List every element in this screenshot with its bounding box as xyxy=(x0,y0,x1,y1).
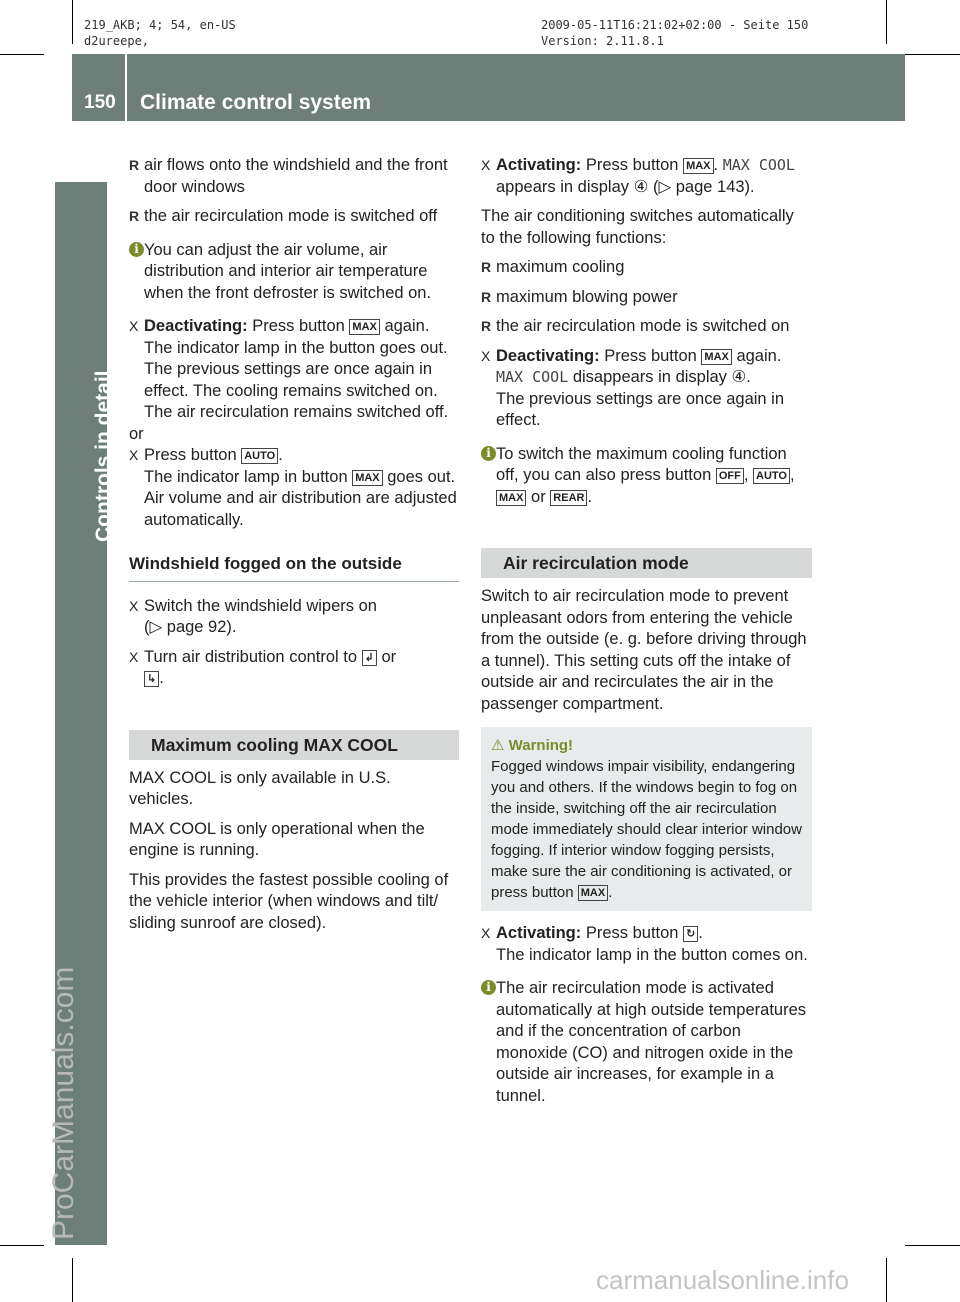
paragraph: MAX COOL is only available in U.S. vehicles. xyxy=(129,768,391,808)
instruction-step xyxy=(481,155,812,198)
list-item xyxy=(129,155,459,198)
step-arrow-icon: X xyxy=(129,597,139,614)
paragraph: This provides the fastest possible cooling of the vehicle interior (when windows and tilt/ sliding sunroof are closed). xyxy=(129,870,449,932)
info-note xyxy=(481,444,812,509)
meta-top-left-2: d2ureepe, xyxy=(84,34,150,48)
section-heading: Air recirculation mode xyxy=(481,548,812,578)
defrost-max-icon: MAX xyxy=(496,490,526,506)
list-item xyxy=(481,316,812,338)
crop-mark xyxy=(905,1245,960,1246)
paragraph: The air conditioning switches automatically to the following functions: xyxy=(481,207,794,247)
instruction-step xyxy=(481,346,812,432)
crop-mark xyxy=(0,1245,44,1246)
instruction-step xyxy=(481,923,812,966)
page-number: 150 xyxy=(84,92,116,113)
bullet-text: air flows onto the windshield and the front door windows xyxy=(144,156,448,196)
step-text xyxy=(144,647,459,669)
step-text-part: Press button xyxy=(581,924,684,942)
info-icon: i xyxy=(481,980,496,995)
step-text: appears in display ④ (▷ page 143). xyxy=(496,177,755,196)
step-text-part: . xyxy=(159,669,164,687)
step-arrow-icon: X xyxy=(481,347,491,364)
bullet-icon: R xyxy=(129,208,140,224)
info-text: The air recirculation mode is activated automatically at high outside temperatures and if the concentration of carbon monoxide (CO) and nitrogen oxide in the outside air increases, for example in a tunnel. xyxy=(496,979,807,1105)
step-text xyxy=(144,668,459,690)
step-detail: The previous settings are once again in effect. xyxy=(496,389,785,429)
instruction-step xyxy=(129,647,459,690)
step-arrow-icon: X xyxy=(129,648,139,665)
list-item xyxy=(481,287,812,309)
crop-mark xyxy=(0,54,44,55)
step-text-part: disappears in display ④. xyxy=(568,368,751,386)
step-label: Deactivating: xyxy=(496,346,600,365)
max-cool-icon: MAX xyxy=(701,349,731,365)
step-text-part: Turn air distribution control to xyxy=(144,647,362,666)
step-label: Activating: xyxy=(496,156,582,174)
step-detail xyxy=(144,467,459,532)
step-text: Switch the windshield wipers on xyxy=(144,596,377,615)
step-label: Deactivating: xyxy=(144,317,248,335)
info-text: You can adjust the air volume, air distribution and interior air temperature when the front defroster is switched on. xyxy=(144,240,432,302)
step-text-part: goes out. Air volume and air distribution are adjusted automatically. xyxy=(144,467,457,529)
warning-title xyxy=(491,735,804,756)
step-detail: The indicator lamp in the button comes on. xyxy=(496,945,808,964)
step-text: Activating: Press button ↻ . xyxy=(496,924,703,942)
warning-box xyxy=(481,727,812,911)
warning-text-part: Fogged windows impair visibility, endangering you and others. If the windows begin to fog on the inside, switching off the air recirculation mode immediately should clear interior window fogging. If interior window fogging persists, make sure the air conditioning is activated, or press button xyxy=(491,758,802,901)
crop-mark xyxy=(886,0,887,44)
auto-icon: AUTO xyxy=(753,468,790,484)
header-separator xyxy=(125,54,127,121)
step-text-part: again. xyxy=(379,317,430,335)
air-distribution-icon: ↲ xyxy=(362,650,377,666)
bullet-text: maximum cooling xyxy=(496,258,625,276)
info-text-part: or xyxy=(526,487,551,506)
step-detail: The indicator lamp in the button goes out. The previous settings are once again in effect. The cooling remains switched on. The air recirculation remains switched off. xyxy=(144,338,449,421)
meta-top-left-1: 219_AKB; 4; 54, en-US xyxy=(84,18,236,32)
crop-mark xyxy=(72,1258,73,1302)
info-icon: i xyxy=(129,242,144,257)
meta-top-right-1: 2009-05-11T16:21:02+02:00 - Seite 150 xyxy=(541,18,809,32)
info-text-part: To switch the maximum cooling function off, you can also press button xyxy=(496,444,787,484)
instruction-step xyxy=(129,596,459,639)
warning-icon: ⚠ xyxy=(491,737,505,754)
meta-top-right-2: Version: 2.11.8.1 xyxy=(541,34,664,48)
step-text xyxy=(144,316,459,338)
step-text xyxy=(496,346,812,368)
paragraph: Switch to air recirculation mode to prevent unpleasant odors from entering the vehicle from the outside (e. g. before driving through a tunnel). This setting cuts off the intake of outside air and recirculates the air in the passenger compartment. xyxy=(481,587,807,713)
bullet-text: the air recirculation mode is switched on xyxy=(496,317,790,335)
left-column xyxy=(129,155,459,934)
display-text: MAX COOL xyxy=(496,368,569,386)
info-note xyxy=(129,240,459,305)
list-item xyxy=(481,257,812,279)
step-text: Activating: Press button MAX . MAX COOL xyxy=(496,156,795,174)
step-arrow-icon: X xyxy=(481,157,491,173)
bullet-icon: R xyxy=(481,318,492,334)
list-item xyxy=(129,206,459,228)
instruction-step xyxy=(129,316,459,424)
step-text-part: . xyxy=(278,446,283,464)
recirculation-icon: ↻ xyxy=(683,926,698,942)
display-text: MAX COOL xyxy=(722,156,795,174)
air-distribution-icon: ↳ xyxy=(144,671,159,687)
step-label: Activating: xyxy=(496,924,582,942)
bullet-icon: R xyxy=(129,157,140,173)
warning-text: Fogged windows impair visibility, endangering you and others. If the windows begin to fog on the inside, switching off the air recirculation mode immediately should clear interior window fogging. If interior window fogging persists, make sure the air conditioning is activated, or press button MAX . xyxy=(491,758,802,901)
watermark-side: ProCarManuals.com xyxy=(47,966,80,1240)
step-text-part: Press button xyxy=(581,156,684,174)
crop-mark xyxy=(905,54,960,55)
sidebar-label: Controls in detail xyxy=(92,370,115,542)
step-text-part: again. xyxy=(731,346,782,365)
step-arrow-icon: X xyxy=(481,925,491,941)
bullet-icon: R xyxy=(481,288,492,305)
step-text-part: The indicator lamp in button xyxy=(144,467,353,486)
auto-icon: AUTO xyxy=(241,448,278,464)
info-icon: i xyxy=(481,446,496,461)
step-arrow-icon: X xyxy=(129,318,139,334)
defrost-max-icon: MAX xyxy=(578,885,608,901)
step-arrow-icon: X xyxy=(129,447,139,463)
max-cool-icon: MAX xyxy=(683,158,713,174)
subheading: Windshield fogged on the outside xyxy=(129,554,402,573)
crop-mark xyxy=(72,0,73,44)
step-text-part: Press button xyxy=(247,317,350,335)
watermark-bottom: carmanualsonline.info xyxy=(596,1265,849,1295)
info-note xyxy=(481,978,812,1107)
page-title: Climate control system xyxy=(140,91,372,114)
defrost-max-icon: MAX xyxy=(349,319,379,335)
step-text xyxy=(496,367,812,389)
warning-title-text: Warning! xyxy=(508,737,574,754)
section-heading: Maximum cooling MAX COOL xyxy=(129,730,459,760)
step-text-part: or xyxy=(376,647,397,666)
defrost-max-icon: MAX xyxy=(352,470,382,486)
crop-mark xyxy=(886,1258,887,1302)
step-text xyxy=(144,445,459,467)
bullet-icon: R xyxy=(481,259,492,275)
step-text-part: Press button xyxy=(599,346,702,365)
instruction-step xyxy=(129,445,459,531)
bullet-text: the air recirculation mode is switched off xyxy=(144,207,438,225)
paragraph: MAX COOL is only operational when the engine is running. xyxy=(129,819,425,859)
info-text: To switch the maximum cooling function off, you can also press button OFF , AUTO , MAX or REAR . xyxy=(496,444,795,506)
step-text: (▷ page 92). xyxy=(144,618,237,636)
bullet-text: maximum blowing power xyxy=(496,287,678,306)
rear-defrost-icon: REAR xyxy=(550,490,587,506)
right-column xyxy=(481,155,812,1107)
off-icon: OFF xyxy=(716,468,744,484)
or-text: or xyxy=(129,424,144,443)
step-text-part: Press button xyxy=(144,446,242,464)
